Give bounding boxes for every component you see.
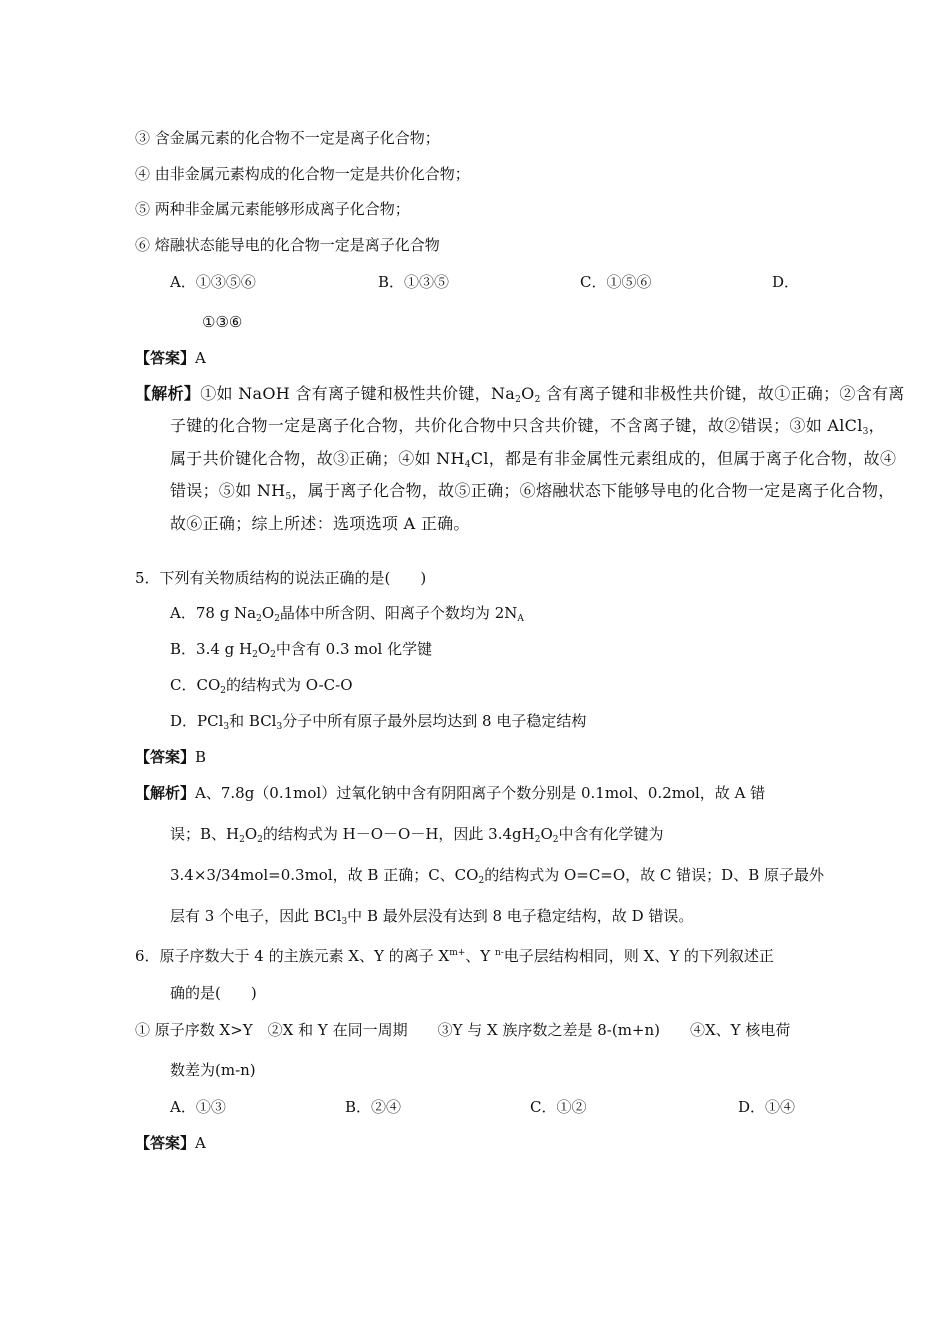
answer-value: B xyxy=(195,748,207,766)
exp-text: 错误；⑤如 NH xyxy=(170,481,286,500)
subscript: A xyxy=(517,614,524,624)
subscript: 3 xyxy=(341,917,348,927)
statement-4: ④ 由非金属元素构成的化合物一定是共价化合物； xyxy=(135,165,470,183)
explanation-label: 【解析】 xyxy=(135,784,196,802)
q5-stem: 5．下列有关物质结构的说法正确的是( ) xyxy=(135,569,427,587)
subscript: 3 xyxy=(223,722,230,732)
opt-text: B．3.4 g H xyxy=(170,640,253,658)
answer-label: 【答案】 xyxy=(135,748,196,766)
exp-text: O xyxy=(521,384,535,403)
opt-text: 和 BCl xyxy=(229,712,277,730)
subscript: 2 xyxy=(478,876,485,886)
exp-text: ，属于离子化合物，故⑤正确；⑥熔融状态下能够导电的化合物一定是离子化合物， xyxy=(291,481,895,500)
q4-explanation-line-3 xyxy=(170,449,896,475)
subscript: 3 xyxy=(862,427,869,437)
opt-text: O xyxy=(261,604,275,622)
q5-explanation-line-4 xyxy=(170,906,693,932)
opt-text: 分子中所有原子最外层均达到 8 电子稳定结构 xyxy=(282,712,587,730)
q6-stem-line-2: 确的是( ) xyxy=(170,984,257,1002)
q5-explanation-line-3 xyxy=(170,865,824,891)
subscript: 2 xyxy=(534,395,541,405)
exp-text: Cl，都是有非金属性元素组成的，但属于离子化合物，故④ xyxy=(470,449,897,468)
subscript: 2 xyxy=(552,835,559,845)
exp-text: 3.4×3/34mol=0.3mol，故 B 正确；C、CO xyxy=(170,866,479,884)
superscript: m+ xyxy=(449,948,466,958)
superscript: n- xyxy=(494,948,504,958)
q4-answer xyxy=(135,348,206,368)
exp-text: 中含有化学键为 xyxy=(558,825,664,843)
opt-text: O xyxy=(257,640,271,658)
answer-label: 【答案】 xyxy=(135,349,196,367)
q4-explanation-line-1 xyxy=(135,384,905,410)
q4-option-a: A．①③⑤⑥ xyxy=(170,273,256,291)
subscript: 2 xyxy=(257,835,263,845)
exp-text: 子键的化合物一定是离子化合物，共价化合物中只含共价键，不含离子键，故②错误；③如 AlCl xyxy=(170,416,863,435)
stem-text: 电子层结构相同，则 X、Y 的下列叙述正 xyxy=(503,947,774,965)
q4-option-c: C．①⑤⑥ xyxy=(580,273,652,291)
q6-option-a: A．①③ xyxy=(170,1098,226,1116)
q4-option-d-value: ①③⑥ xyxy=(202,313,243,331)
subscript: 2 xyxy=(220,686,226,696)
exp-text: 属于共价键化合物，故③正确；④如 NH xyxy=(170,449,465,468)
exp-text: 层有 3 个电子，因此 BCl xyxy=(170,907,342,925)
opt-text: C．CO xyxy=(170,676,221,694)
subscript: 2 xyxy=(274,614,280,624)
exp-text: A、7.8g（0.1mol）过氧化钠中含有阴阳离子个数分别是 0.1mol、0.2mol，故 A 错 xyxy=(195,784,766,802)
exp-text: ， xyxy=(868,416,885,435)
stem-text: 6．原子序数大于 4 的主族元素 X、Y 的离子 X xyxy=(135,947,450,965)
subscript: 2 xyxy=(534,835,541,845)
exp-text: 误；B、H xyxy=(170,825,240,843)
answer-value: A xyxy=(195,1134,206,1152)
exp-text: 含有离子键和非极性共价键，故①正确；②含有离 xyxy=(540,384,905,403)
q6-option-b: B．②④ xyxy=(345,1098,402,1116)
subscript: 4 xyxy=(464,460,471,470)
q6-option-c: C．①② xyxy=(530,1098,587,1116)
answer-value: A xyxy=(195,349,206,367)
q5-option-c xyxy=(170,675,353,701)
exp-text: 的结构式为 O=C=O，故 C 错误；D、B 原子最外 xyxy=(484,866,824,884)
stem-text: 、Y xyxy=(465,947,495,965)
subscript: 2 xyxy=(239,835,245,845)
subscript: 2 xyxy=(256,614,262,624)
opt-text: 的结构式为 O-C-O xyxy=(226,676,353,694)
q4-explanation-line-5: 故⑥正确；综上所述：选项选项 A 正确。 xyxy=(170,514,470,533)
subscript: 2 xyxy=(252,650,258,660)
exp-text: O xyxy=(540,825,553,843)
statement-5: ⑤ 两种非金属元素能够形成离子化合物； xyxy=(135,200,410,218)
q6-items-line-2: 数差为(m-n) xyxy=(170,1061,256,1079)
statement-6: ⑥ 熔融状态能导电的化合物一定是离子化合物 xyxy=(135,236,440,254)
statement-3: ③ 含金属元素的化合物不一定是离子化合物； xyxy=(135,129,440,147)
q4-explanation-line-2 xyxy=(170,416,885,442)
q4-explanation-line-4 xyxy=(170,481,895,507)
q5-option-b xyxy=(170,639,432,665)
opt-text: A．78 g Na xyxy=(170,604,257,622)
subscript: 5 xyxy=(285,492,292,502)
q5-explanation-line-1 xyxy=(135,783,765,803)
q6-option-d: D．①④ xyxy=(738,1098,796,1116)
answer-label: 【答案】 xyxy=(135,1134,196,1152)
q5-answer xyxy=(135,747,206,767)
q6-stem-line-1 xyxy=(135,943,774,966)
exp-text: O xyxy=(244,825,258,843)
q5-explanation-line-2 xyxy=(170,824,664,850)
q4-option-d-label: D． xyxy=(772,273,800,291)
exp-text: 中 B 最外层没有达到 8 电子稳定结构，故 D 错误。 xyxy=(347,907,694,925)
explanation-label: 【解析】 xyxy=(135,384,201,403)
subscript: 2 xyxy=(270,650,276,660)
subscript: 3 xyxy=(276,722,283,732)
q6-answer xyxy=(135,1133,206,1153)
exp-text: 的结构式为 H－O－O－H，因此 3.4gH xyxy=(262,825,535,843)
q6-items-line-1: ① 原子序数 X>Y ②X 和 Y 在同一周期 ③Y 与 X 族序数之差是 8-(m+n) ④X、Y 核电荷 xyxy=(135,1021,791,1039)
q5-option-d xyxy=(170,711,586,737)
q4-option-b: B．①③⑤ xyxy=(378,273,450,291)
opt-text: 晶体中所含阴、阳离子个数均为 2N xyxy=(279,604,518,622)
exp-text: ①如 NaOH 含有离子键和极性共价键，Na xyxy=(200,384,516,403)
opt-text: 中含有 0.3 mol 化学键 xyxy=(275,640,433,658)
q5-option-a xyxy=(170,603,524,629)
opt-text: D．PCl xyxy=(170,712,224,730)
subscript: 2 xyxy=(515,395,522,405)
